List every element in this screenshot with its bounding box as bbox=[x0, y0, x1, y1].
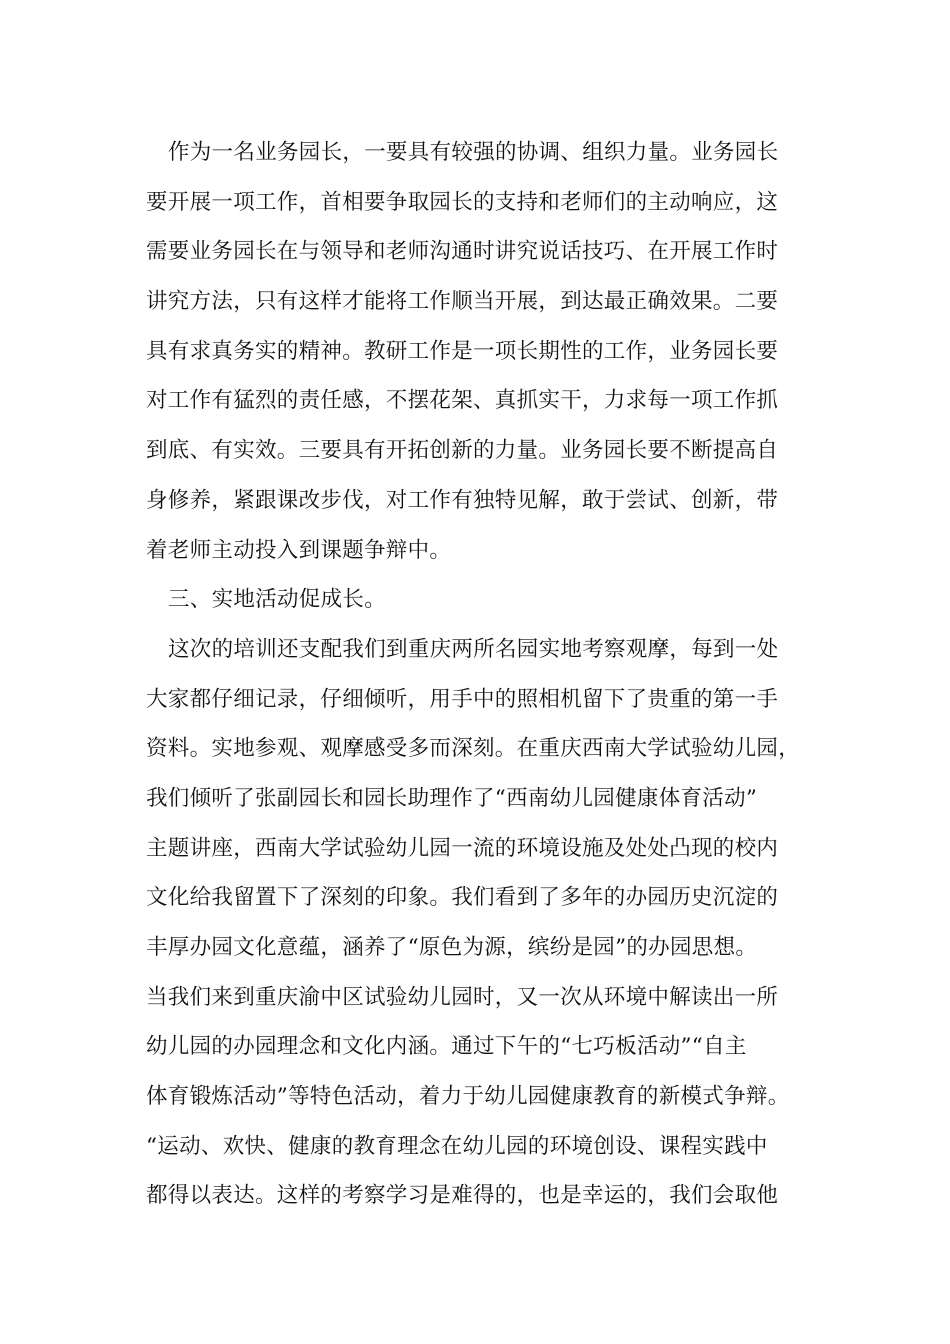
paragraph-line: 这次的培训还支配我们到重庆两所名园实地考察观摩，每到一处 bbox=[168, 636, 779, 662]
paragraph-line: 文化给我留置下了深刻的印象。我们看到了多年的办园历史沉淀的 bbox=[146, 885, 779, 911]
section-heading: 三、实地活动促成长。 bbox=[168, 587, 387, 613]
paragraph-line: 丰厚办园文化意蕴，涵养了“原色为源，缤纷是园”的办园思想。 bbox=[146, 935, 758, 960]
paragraph-line: 需要业务园长在与领导和老师沟通时讲究说话技巧、在开展工作时 bbox=[146, 239, 779, 265]
paragraph-line: 当我们来到重庆渝中区试验幼儿园时，又一次从环境中解读出一所 bbox=[146, 984, 779, 1010]
paragraph-line: 对工作有猛烈的责任感，不摆花架、真抓实干，力求每一项工作抓 bbox=[146, 388, 779, 414]
paragraph-line: 着老师主动投入到课题争辩中。 bbox=[146, 537, 452, 563]
paragraph-line: “运动、欢快、健康的教育理念在幼儿园的环境创设、课程实践中 bbox=[146, 1133, 768, 1159]
paragraph-line: 资料。实地参观、观摩感受多而深刻。在重庆西南大学试验幼儿园， bbox=[146, 736, 801, 762]
paragraph-line: 到底、有实效。三要具有开拓创新的力量。业务园长要不断提高自 bbox=[146, 438, 779, 464]
paragraph-line: 都得以表达。这样的考察学习是难得的，也是幸运的，我们会取他 bbox=[146, 1183, 779, 1209]
paragraph-line: 体育锻炼活动”等特色活动，着力于幼儿园健康教育的新模式争辩。 bbox=[146, 1084, 790, 1110]
paragraph-line: 幼儿园的办园理念和文化内涵。通过下午的“七巧板活动”“自主 bbox=[146, 1034, 747, 1060]
paragraph-line: 具有求真务实的精神。教研工作是一项长期性的工作，业务园长要 bbox=[146, 338, 779, 364]
paragraph-line: 要开展一项工作，首相要争取园长的支持和老师们的主动响应，这 bbox=[146, 189, 779, 215]
paragraph-line: 主题讲座，西南大学试验幼儿园一流的环境设施及处处凸现的校内 bbox=[146, 835, 779, 861]
paragraph-line: 我们倾听了张副园长和园长助理作了“西南幼儿园健康体育活动” bbox=[146, 785, 758, 811]
paragraph-line: 大家都仔细记录，仔细倾听，用手中的照相机留下了贵重的第一手 bbox=[146, 686, 779, 712]
paragraph-line: 讲究方法，只有这样才能将工作顺当开展，到达最正确效果。二要 bbox=[146, 289, 779, 315]
paragraph-line: 身修养，紧跟课改步伐，对工作有独特见解，敢于尝试、创新，带 bbox=[146, 487, 779, 513]
body-text bbox=[146, 128, 826, 1221]
paragraph-line: 作为一名业务园长，一要具有较强的协调、组织力量。业务园长 bbox=[168, 140, 779, 165]
